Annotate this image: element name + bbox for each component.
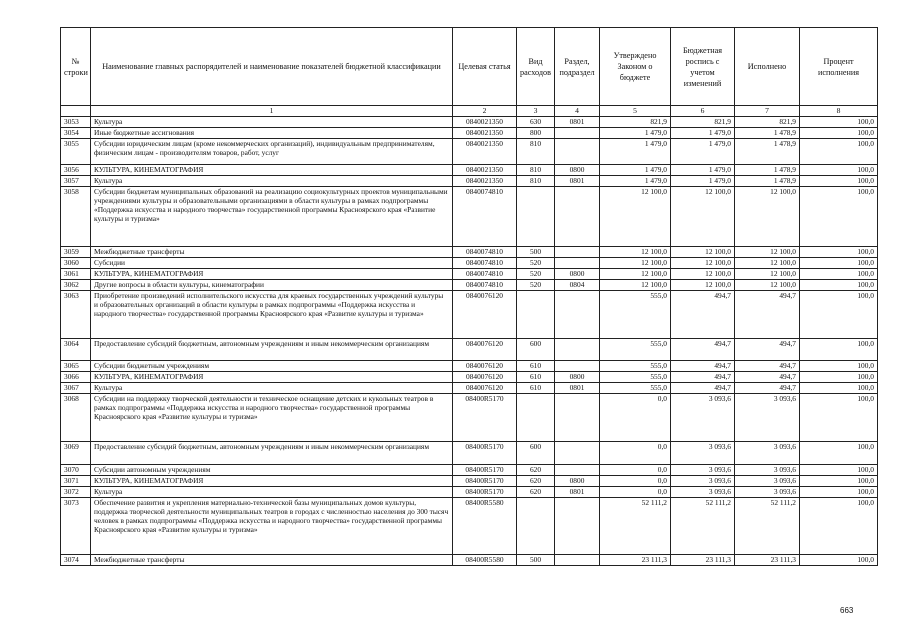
header-row-number: № строки (61, 28, 91, 106)
row-section (555, 442, 600, 465)
row-budget-schedule: 3 093,6 (671, 442, 735, 465)
row-approved: 555,0 (600, 372, 671, 383)
row-approved: 555,0 (600, 339, 671, 361)
column-number-cell: 4 (555, 106, 600, 117)
row-budget-schedule: 12 100,0 (671, 187, 735, 247)
row-executed: 12 100,0 (735, 280, 800, 291)
row-expense-type: 520 (517, 280, 555, 291)
row-percent: 100,0 (800, 128, 878, 139)
table-row (61, 176, 878, 187)
row-name: Межбюджетные трансферты (91, 247, 453, 258)
row-executed: 23 111,3 (735, 555, 800, 566)
row-budget-schedule: 821,9 (671, 117, 735, 128)
row-executed: 821,9 (735, 117, 800, 128)
column-number-cell: 1 (91, 106, 453, 117)
row-executed: 3 093,6 (735, 465, 800, 476)
row-name: Иные бюджетные ассигнования (91, 128, 453, 139)
row-target-article: 0840074810 (453, 247, 517, 258)
row-executed: 12 100,0 (735, 247, 800, 258)
row-target-article: 0840076120 (453, 372, 517, 383)
row-expense-type: 520 (517, 269, 555, 280)
row-percent: 100,0 (800, 487, 878, 498)
column-number-cell: 2 (453, 106, 517, 117)
row-target-article: 08400R5170 (453, 465, 517, 476)
row-expense-type: 500 (517, 555, 555, 566)
row-approved: 12 100,0 (600, 269, 671, 280)
row-executed: 494,7 (735, 361, 800, 372)
row-approved: 23 111,3 (600, 555, 671, 566)
row-section: 0800 (555, 476, 600, 487)
row-section: 0801 (555, 487, 600, 498)
row-section (555, 187, 600, 247)
row-approved: 821,9 (600, 117, 671, 128)
row-expense-type: 630 (517, 117, 555, 128)
row-target-article: 0840074810 (453, 187, 517, 247)
row-name: Субсидии бюджетным учреждениям (91, 361, 453, 372)
row-approved: 555,0 (600, 361, 671, 372)
row-executed: 3 093,6 (735, 394, 800, 442)
row-number: 3053 (61, 117, 91, 128)
row-name: Межбюджетные трансферты (91, 555, 453, 566)
row-section: 0801 (555, 383, 600, 394)
row-expense-type: 500 (517, 247, 555, 258)
budget-table (60, 27, 878, 566)
page-number: 663 (840, 606, 854, 615)
table-row (61, 165, 878, 176)
row-approved: 52 111,2 (600, 498, 671, 555)
table-row (61, 291, 878, 339)
header-section: Раздел, подраздел (555, 28, 600, 106)
row-approved: 555,0 (600, 383, 671, 394)
row-name: Субсидии бюджетам муниципальных образований на реализацию социокультурных проектов муниципальными учреждениями культуры и образовательными организациями в области культуры в рамках подпрограммы «Поддержка искусства и народного творчества» государственной программы Красноярского края «Развитие культуры и туризма» (91, 187, 453, 247)
row-section: 0801 (555, 176, 600, 187)
row-name: Субсидии юридическим лицам (кроме некоммерческих организаций), индивидуальным предпринимателям, физическим лицам - производителям товаров, работ, услуг (91, 139, 453, 165)
row-name: Субсидии (91, 258, 453, 269)
header-approved: Утверждено Законом о бюджете (600, 28, 671, 106)
table-row (61, 383, 878, 394)
row-expense-type (517, 498, 555, 555)
row-percent: 100,0 (800, 187, 878, 247)
row-target-article: 08400R5170 (453, 476, 517, 487)
row-approved: 12 100,0 (600, 247, 671, 258)
row-section (555, 258, 600, 269)
row-approved: 0,0 (600, 465, 671, 476)
row-number: 3071 (61, 476, 91, 487)
row-budget-schedule: 12 100,0 (671, 280, 735, 291)
row-executed: 1 478,9 (735, 139, 800, 165)
table-row (61, 476, 878, 487)
row-executed: 3 093,6 (735, 487, 800, 498)
row-executed: 1 478,9 (735, 176, 800, 187)
column-number-row (61, 106, 878, 117)
row-number: 3066 (61, 372, 91, 383)
row-expense-type: 610 (517, 383, 555, 394)
table-row (61, 394, 878, 442)
column-number-cell (61, 106, 91, 117)
row-executed: 12 100,0 (735, 269, 800, 280)
row-expense-type: 610 (517, 361, 555, 372)
row-expense-type: 620 (517, 465, 555, 476)
row-name: Обеспечение развития и укрепления материально-технической базы муниципальных домов культуры, поддержка творческой деятельности муниципальных театров в городах с численностью населения до 300 тысяч человек в рамках подпрограммы «Поддержка искусства и народного творчества» государственной программы Красноярского края «Развитие культуры и туризма» (91, 498, 453, 555)
row-target-article: 08400R5580 (453, 555, 517, 566)
row-name: Культура (91, 176, 453, 187)
row-expense-type: 520 (517, 258, 555, 269)
row-number: 3067 (61, 383, 91, 394)
row-section: 0800 (555, 269, 600, 280)
row-number: 3060 (61, 258, 91, 269)
row-executed: 3 093,6 (735, 442, 800, 465)
table-body (61, 117, 878, 566)
row-number: 3061 (61, 269, 91, 280)
row-target-article: 0840021350 (453, 128, 517, 139)
row-budget-schedule: 12 100,0 (671, 258, 735, 269)
row-approved: 0,0 (600, 442, 671, 465)
row-approved: 1 479,0 (600, 128, 671, 139)
row-percent: 100,0 (800, 361, 878, 372)
row-section (555, 394, 600, 442)
row-budget-schedule: 494,7 (671, 339, 735, 361)
budget-document (60, 27, 877, 566)
row-section (555, 128, 600, 139)
row-expense-type: 610 (517, 372, 555, 383)
row-budget-schedule: 52 111,2 (671, 498, 735, 555)
row-number: 3063 (61, 291, 91, 339)
table-row (61, 187, 878, 247)
table-row (61, 372, 878, 383)
row-executed: 1 478,9 (735, 165, 800, 176)
row-target-article: 0840074810 (453, 280, 517, 291)
row-budget-schedule: 3 093,6 (671, 394, 735, 442)
header-percent: Процент исполнения (800, 28, 878, 106)
row-number: 3056 (61, 165, 91, 176)
header-executed: Исполнено (735, 28, 800, 106)
row-approved: 12 100,0 (600, 280, 671, 291)
row-section (555, 247, 600, 258)
row-target-article: 0840076120 (453, 291, 517, 339)
row-approved: 1 479,0 (600, 176, 671, 187)
row-name: Приобретение произведений исполнительского искусства для краевых государственных учреждений культуры и образовательных организаций в области культуры в рамках подпрограммы «Поддержка искусства и народного творчества» государственной программы Красноярского края «Развитие культуры и туризма» (91, 291, 453, 339)
column-number-cell: 3 (517, 106, 555, 117)
row-target-article: 0840074810 (453, 258, 517, 269)
row-name: КУЛЬТУРА, КИНЕМАТОГРАФИЯ (91, 476, 453, 487)
row-target-article: 08400R5170 (453, 487, 517, 498)
header-row (61, 28, 878, 106)
row-name: Культура (91, 487, 453, 498)
row-target-article: 0840021350 (453, 165, 517, 176)
table-row (61, 128, 878, 139)
row-expense-type: 810 (517, 165, 555, 176)
row-number: 3065 (61, 361, 91, 372)
table-row (61, 555, 878, 566)
row-target-article: 08400R5580 (453, 498, 517, 555)
row-approved: 12 100,0 (600, 258, 671, 269)
row-name: Предоставление субсидий бюджетным, автономным учреждениям и иным некоммерческим организациям (91, 442, 453, 465)
row-section (555, 361, 600, 372)
row-target-article: 08400R5170 (453, 394, 517, 442)
row-executed: 494,7 (735, 339, 800, 361)
row-budget-schedule: 3 093,6 (671, 487, 735, 498)
row-budget-schedule: 494,7 (671, 361, 735, 372)
row-section (555, 555, 600, 566)
column-number-cell: 6 (671, 106, 735, 117)
row-budget-schedule: 12 100,0 (671, 269, 735, 280)
row-section (555, 498, 600, 555)
row-number: 3064 (61, 339, 91, 361)
row-section: 0800 (555, 165, 600, 176)
row-executed: 12 100,0 (735, 258, 800, 269)
row-number: 3068 (61, 394, 91, 442)
header-budget-schedule: Бюджетная роспись с учетом изменений (671, 28, 735, 106)
row-section: 0800 (555, 372, 600, 383)
row-approved: 0,0 (600, 394, 671, 442)
column-number-cell: 8 (800, 106, 878, 117)
row-percent: 100,0 (800, 165, 878, 176)
row-approved: 555,0 (600, 291, 671, 339)
row-section: 0801 (555, 117, 600, 128)
row-number: 3058 (61, 187, 91, 247)
row-executed: 3 093,6 (735, 476, 800, 487)
row-budget-schedule: 1 479,0 (671, 176, 735, 187)
row-percent: 100,0 (800, 383, 878, 394)
row-budget-schedule: 3 093,6 (671, 476, 735, 487)
row-approved: 0,0 (600, 476, 671, 487)
table-row (61, 269, 878, 280)
row-executed: 494,7 (735, 383, 800, 394)
table-row (61, 339, 878, 361)
header-name: Наименование главных распорядителей и наименование показателей бюджетной классификации (91, 28, 453, 106)
row-percent: 100,0 (800, 498, 878, 555)
row-section (555, 291, 600, 339)
row-approved: 12 100,0 (600, 187, 671, 247)
row-number: 3069 (61, 442, 91, 465)
table-row (61, 465, 878, 476)
row-approved: 1 479,0 (600, 165, 671, 176)
row-number: 3073 (61, 498, 91, 555)
row-budget-schedule: 494,7 (671, 383, 735, 394)
row-expense-type: 810 (517, 139, 555, 165)
row-percent: 100,0 (800, 291, 878, 339)
row-approved: 0,0 (600, 487, 671, 498)
row-budget-schedule: 1 479,0 (671, 128, 735, 139)
row-executed: 12 100,0 (735, 187, 800, 247)
row-name: Предоставление субсидий бюджетным, автономным учреждениям и иным некоммерческим организациям (91, 339, 453, 361)
row-number: 3057 (61, 176, 91, 187)
row-percent: 100,0 (800, 372, 878, 383)
row-number: 3054 (61, 128, 91, 139)
row-expense-type: 620 (517, 487, 555, 498)
row-number: 3074 (61, 555, 91, 566)
row-target-article: 08400R5170 (453, 442, 517, 465)
row-section (555, 339, 600, 361)
row-target-article: 0840076120 (453, 339, 517, 361)
table-row (61, 361, 878, 372)
row-budget-schedule: 3 093,6 (671, 465, 735, 476)
row-executed: 52 111,2 (735, 498, 800, 555)
row-budget-schedule: 12 100,0 (671, 247, 735, 258)
row-target-article: 0840076120 (453, 361, 517, 372)
row-percent: 100,0 (800, 139, 878, 165)
row-percent: 100,0 (800, 476, 878, 487)
row-budget-schedule: 1 479,0 (671, 165, 735, 176)
row-expense-type: 620 (517, 476, 555, 487)
row-budget-schedule: 494,7 (671, 291, 735, 339)
row-percent: 100,0 (800, 555, 878, 566)
row-expense-type (517, 187, 555, 247)
table-row (61, 258, 878, 269)
row-expense-type: 810 (517, 176, 555, 187)
row-expense-type (517, 394, 555, 442)
row-percent: 100,0 (800, 394, 878, 442)
row-number: 3072 (61, 487, 91, 498)
table-row (61, 442, 878, 465)
table-row (61, 117, 878, 128)
table-row (61, 487, 878, 498)
row-executed: 1 478,9 (735, 128, 800, 139)
row-percent: 100,0 (800, 465, 878, 476)
column-number-cell: 7 (735, 106, 800, 117)
row-target-article: 0840021350 (453, 117, 517, 128)
row-expense-type: 800 (517, 128, 555, 139)
row-expense-type: 600 (517, 339, 555, 361)
row-percent: 100,0 (800, 247, 878, 258)
table-row (61, 498, 878, 555)
row-name: Культура (91, 383, 453, 394)
row-percent: 100,0 (800, 269, 878, 280)
row-name: КУЛЬТУРА, КИНЕМАТОГРАФИЯ (91, 269, 453, 280)
row-percent: 100,0 (800, 339, 878, 361)
table-row (61, 280, 878, 291)
row-executed: 494,7 (735, 372, 800, 383)
row-name: Субсидии автономным учреждениям (91, 465, 453, 476)
row-percent: 100,0 (800, 117, 878, 128)
row-budget-schedule: 23 111,3 (671, 555, 735, 566)
row-target-article: 0840021350 (453, 139, 517, 165)
row-name: Субсидии на поддержку творческой деятельности и техническое оснащение детских и кукольных театров в рамках подпрограммы «Поддержка искусства и народного творчества» государственной программы Красноярского края «Развитие культуры и туризма» (91, 394, 453, 442)
row-executed: 494,7 (735, 291, 800, 339)
row-percent: 100,0 (800, 176, 878, 187)
row-number: 3055 (61, 139, 91, 165)
row-number: 3059 (61, 247, 91, 258)
row-number: 3070 (61, 465, 91, 476)
column-number-cell: 5 (600, 106, 671, 117)
row-budget-schedule: 1 479,0 (671, 139, 735, 165)
row-name: КУЛЬТУРА, КИНЕМАТОГРАФИЯ (91, 165, 453, 176)
row-expense-type: 600 (517, 442, 555, 465)
row-name: КУЛЬТУРА, КИНЕМАТОГРАФИЯ (91, 372, 453, 383)
row-percent: 100,0 (800, 442, 878, 465)
row-target-article: 0840076120 (453, 383, 517, 394)
row-percent: 100,0 (800, 258, 878, 269)
table-row (61, 139, 878, 165)
row-section (555, 465, 600, 476)
row-percent: 100,0 (800, 280, 878, 291)
header-expense-type: Вид расходов (517, 28, 555, 106)
row-approved: 1 479,0 (600, 139, 671, 165)
row-name: Другие вопросы в области культуры, кинематографии (91, 280, 453, 291)
header-target-article: Целевая статья (453, 28, 517, 106)
row-expense-type (517, 291, 555, 339)
row-target-article: 0840074810 (453, 269, 517, 280)
row-number: 3062 (61, 280, 91, 291)
table-row (61, 247, 878, 258)
row-section (555, 139, 600, 165)
row-name: Культура (91, 117, 453, 128)
row-target-article: 0840021350 (453, 176, 517, 187)
row-section: 0804 (555, 280, 600, 291)
row-budget-schedule: 494,7 (671, 372, 735, 383)
